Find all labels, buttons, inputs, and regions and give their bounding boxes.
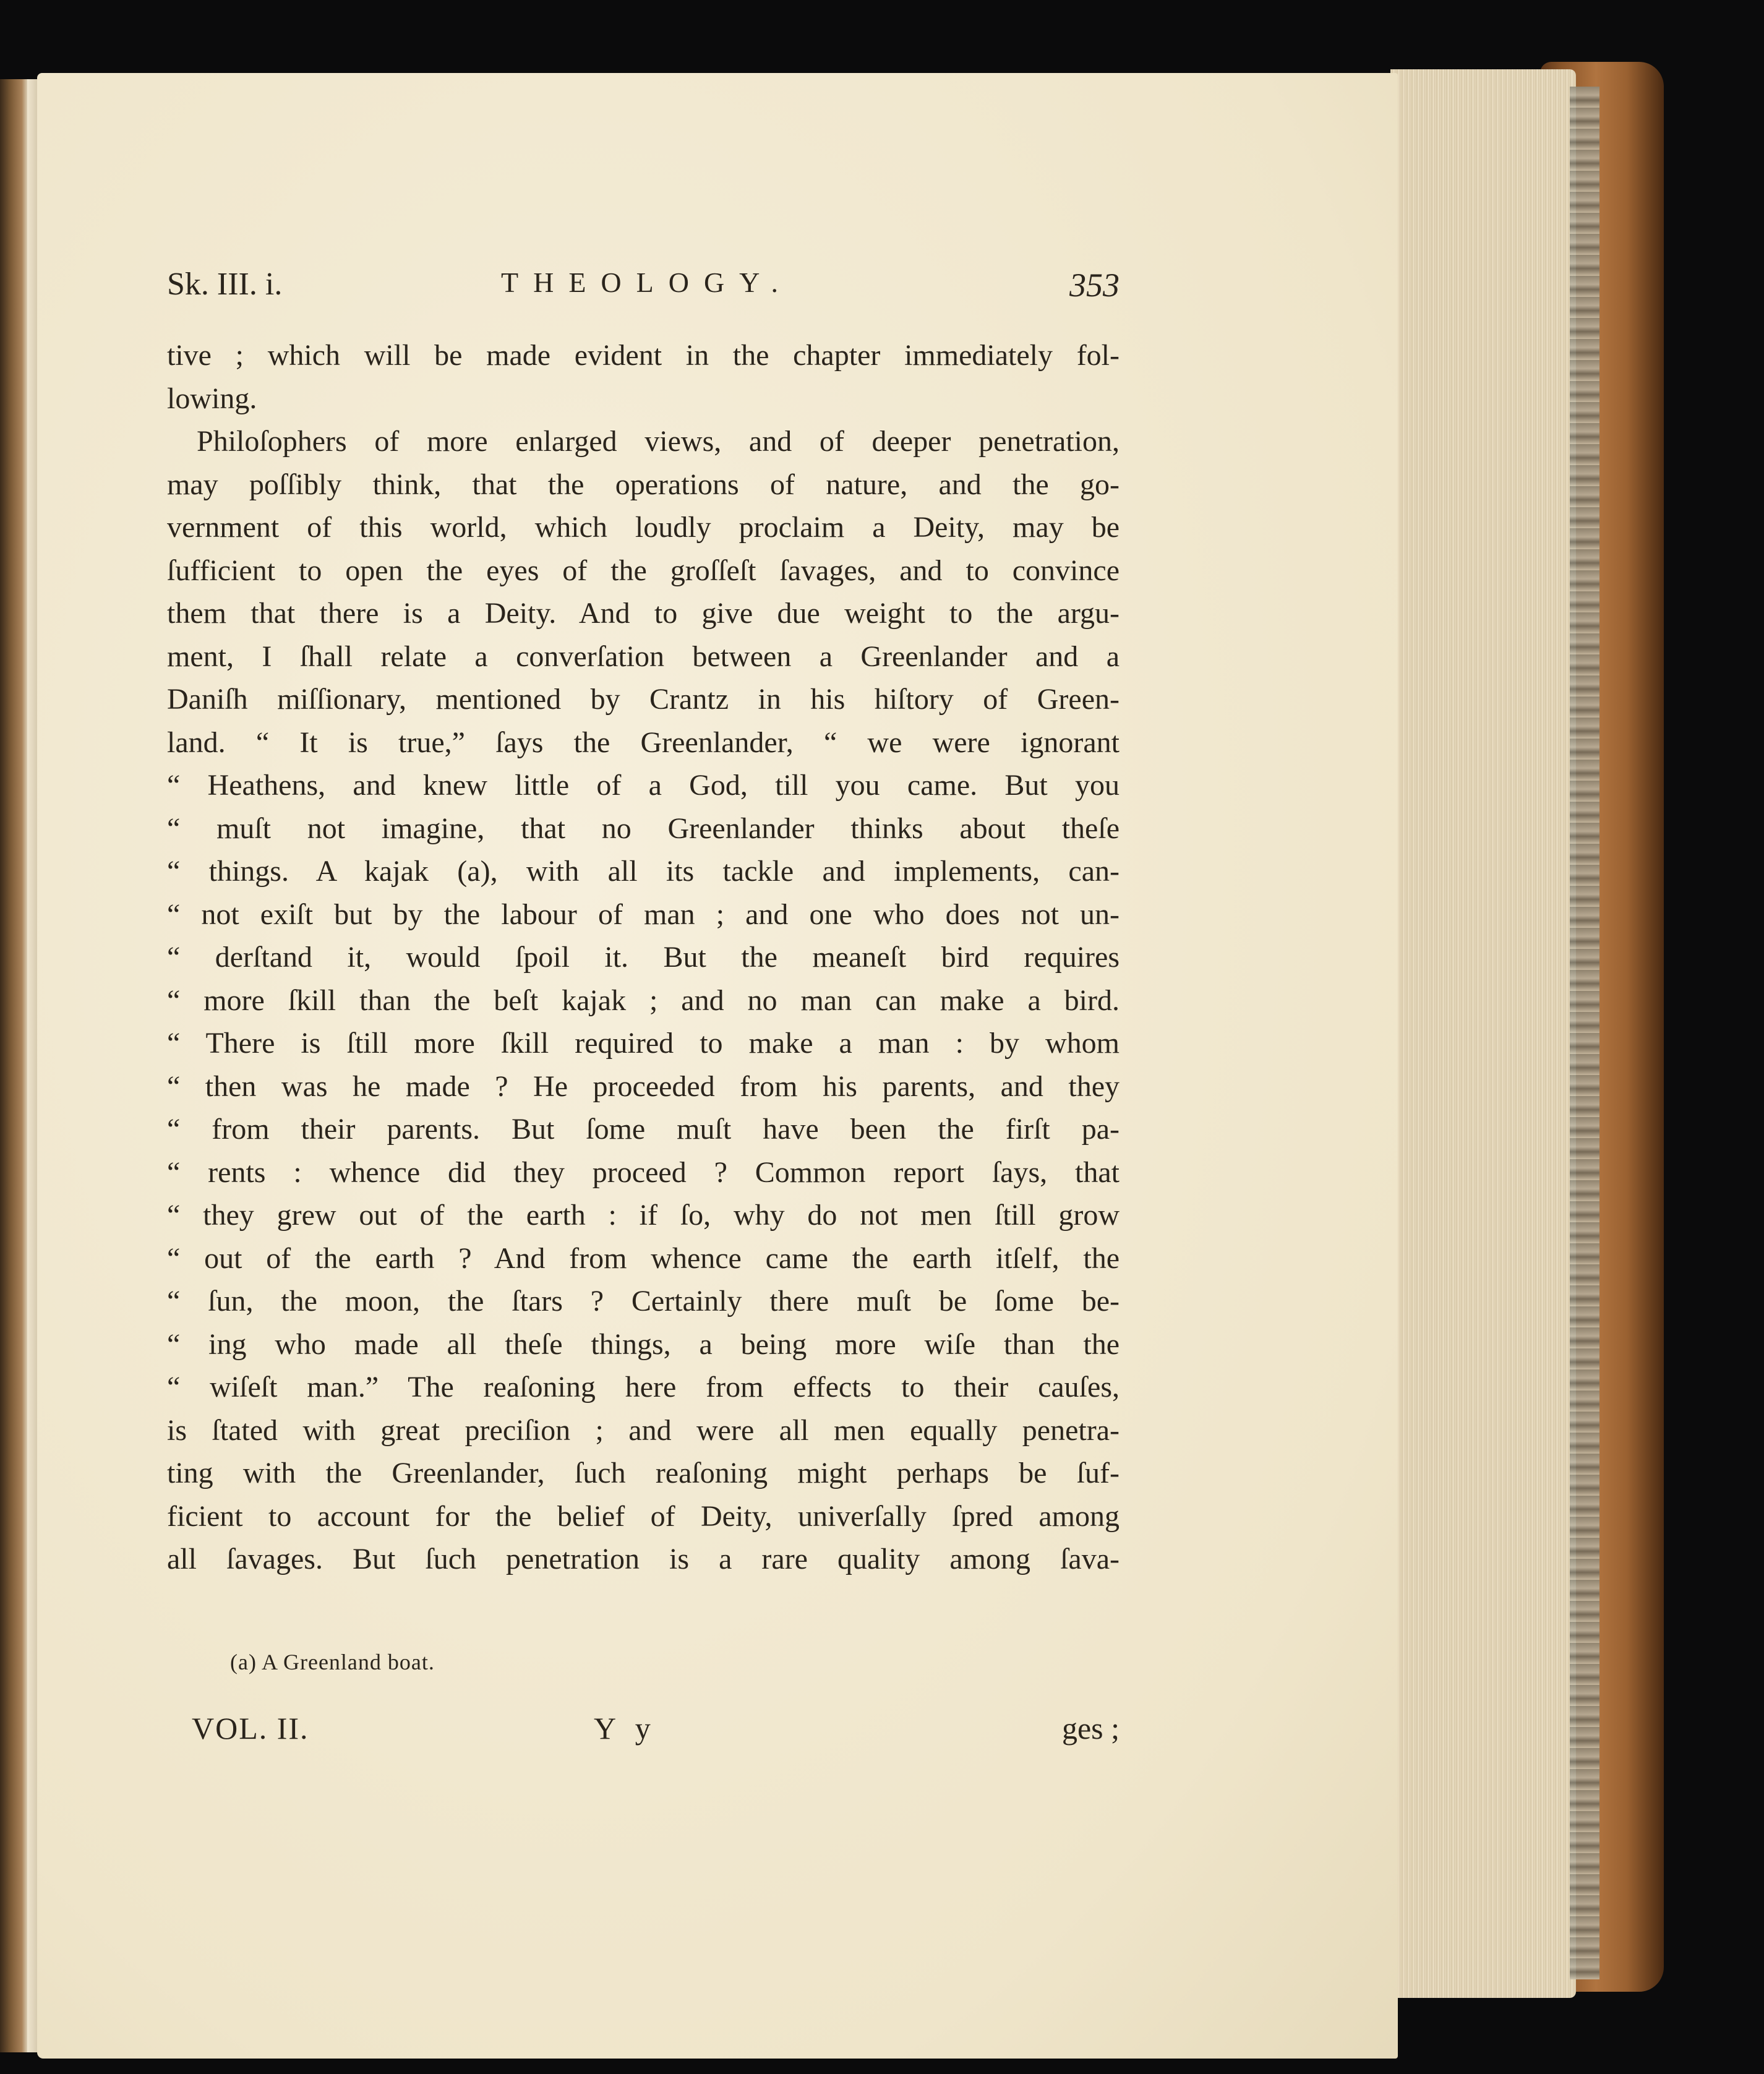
text-line: is ſtated with great preciſion ; and were all men equally penetra-: [167, 1413, 1120, 1447]
text-line: “ There is ſtill more ſkill required to make a man : by whom: [167, 1027, 1120, 1060]
text-line: may poſſibly think, that the operations of nature, and the go-: [167, 468, 1120, 501]
text-line: Daniſh miſſionary, mentioned by Crantz in his hiſtory of Green-: [167, 683, 1120, 716]
text-line: vernment of this world, which loudly proclaim a Deity, may be: [167, 511, 1120, 544]
text-line: “ out of the earth ? And from whence came the earth itſelf, the: [167, 1241, 1120, 1275]
text-line: ment, I ſhall relate a converſation between a Greenlander and a: [167, 640, 1120, 673]
text-line: ficient to account for the belief of Deity, univerſally ſpred among: [167, 1499, 1120, 1533]
text-line: “ Heathens, and knew little of a God, till you came. But you: [167, 769, 1120, 802]
body-text: [167, 334, 1120, 1581]
text-line: “ muſt not imagine, that no Greenlander thinks about theſe: [167, 812, 1120, 845]
text-line: “ then was he made ? He proceeded from his parents, and they: [167, 1069, 1120, 1103]
text-line: “ things. A kajak (a), with all its tackle and implements, can-: [167, 855, 1120, 888]
text-line: Philoſophers of more enlarged views, and of deeper penetration,: [197, 425, 1120, 458]
text-line: “ rents : whence did they proceed ? Common report ſays, that: [167, 1155, 1120, 1189]
volume-label: VOL. II.: [192, 1711, 309, 1746]
text-line: lowing.: [167, 382, 257, 415]
text-line: land. “ It is true,” ſays the Greenlander, “ we were ignorant: [167, 726, 1120, 759]
catchword: ges ;: [1061, 1711, 1120, 1746]
text-line: all ſavages. But ſuch penetration is a rare quality among ſava-: [167, 1543, 1120, 1575]
footnote: (a) A Greenland boat.: [230, 1650, 435, 1674]
running-head: [167, 266, 1120, 315]
page-number: 353: [1069, 267, 1120, 304]
text-line: “ not exiſt but by the labour of man ; and one who does not un-: [167, 898, 1120, 931]
text-line: ſufficient to open the eyes of the groſſeſt ſavages, and to convince: [167, 554, 1120, 587]
text-line: “ wiſeſt man.” The reaſoning here from effects to their cauſes,: [167, 1371, 1120, 1403]
text-line: “ from their parents. But ſome muſt have been the firſt pa-: [167, 1113, 1120, 1146]
signature-line: [192, 1710, 1120, 1754]
text-line: “ ing who made all theſe things, a being more wiſe than the: [167, 1327, 1120, 1361]
text-line: ting with the Greenlander, ſuch reaſoning might perhaps be ſuf-: [167, 1457, 1120, 1489]
text-line: tive ; which will be made evident in the chapter immediately fol-: [167, 339, 1120, 372]
text-line: “ more ſkill than the beſt kajak ; and no man can make a bird.: [167, 983, 1120, 1017]
marbled-edge: [1570, 87, 1599, 1979]
page-block-edge: [1390, 69, 1576, 1998]
text-line: “ ſun, the moon, the ſtars ? Certainly there muſt be ſome be-: [167, 1285, 1120, 1318]
signature-mark: Y y: [594, 1711, 657, 1746]
running-head-title: THEOLOGY.: [501, 267, 793, 298]
running-head-section: Sk. III. i.: [167, 267, 283, 302]
text-line: “ they grew out of the earth : if ſo, why do not men ſtill grow: [167, 1199, 1120, 1232]
left-page-edge: [0, 79, 27, 2052]
text-line: them that there is a Deity. And to give due weight to the argu-: [167, 597, 1120, 630]
text-line: “ derſtand it, would ſpoil it. But the meaneſt bird requires: [167, 941, 1120, 974]
